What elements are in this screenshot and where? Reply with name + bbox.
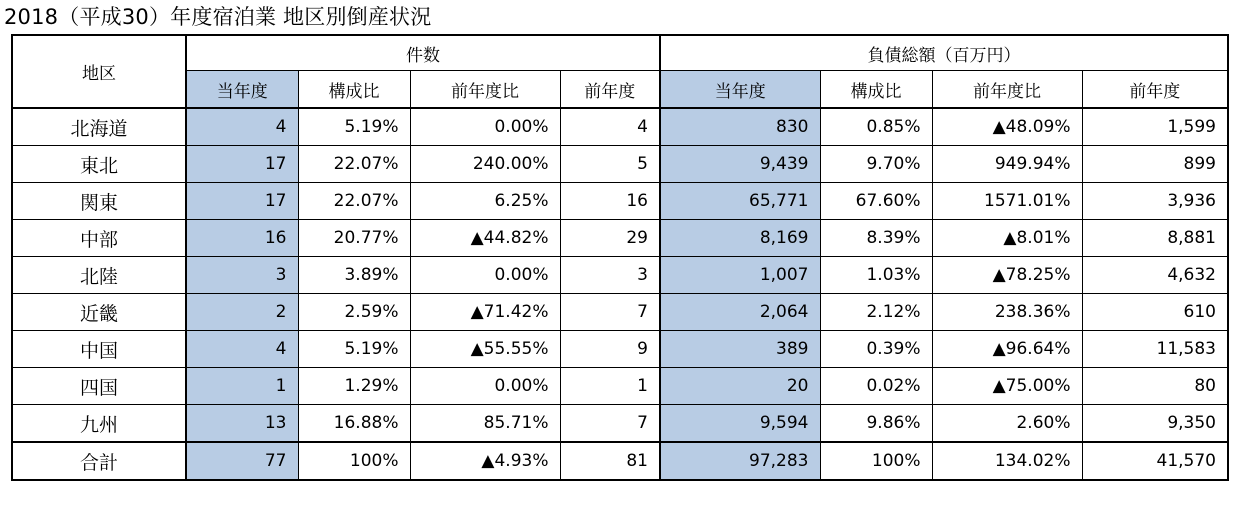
debt-composition-cell: 2.12% (820, 294, 932, 331)
debt-composition-cell: 9.86% (820, 405, 932, 443)
region-cell: 東北 (12, 146, 186, 183)
count-previous-year-cell: 9 (560, 331, 660, 368)
region-cell: 関東 (12, 183, 186, 220)
debt-yoy-cell: ▲48.09% (932, 108, 1082, 146)
count-yoy-cell: 0.00% (410, 257, 560, 294)
count-current-year-cell: 3 (186, 257, 298, 294)
debt-previous-year-cell: 610 (1082, 294, 1228, 331)
count-composition-cell: 22.07% (298, 183, 410, 220)
count-yoy-cell: 240.00% (410, 146, 560, 183)
count-group-header: 件数 (186, 35, 660, 71)
page-title: 2018（平成30）年度宿泊業 地区別倒産状況 (4, 5, 432, 29)
debt-group-header: 負債総額（百万円） (660, 35, 1228, 71)
region-cell: 近畿 (12, 294, 186, 331)
debt-yoy-cell: ▲8.01% (932, 220, 1082, 257)
table-row (12, 405, 1228, 443)
debt-composition-cell: 8.39% (820, 220, 932, 257)
count-composition-header: 構成比 (298, 71, 410, 109)
count-previous-year-cell: 16 (560, 183, 660, 220)
count-current-year-cell: 4 (186, 331, 298, 368)
count-composition-cell: 2.59% (298, 294, 410, 331)
debt-yoy-cell: ▲78.25% (932, 257, 1082, 294)
count-previous-year-cell: 7 (560, 294, 660, 331)
debt-current-year-cell: 830 (660, 108, 820, 146)
debt-current-year-cell: 389 (660, 331, 820, 368)
count-current-year-cell: 77 (186, 442, 298, 480)
count-current-year-cell: 16 (186, 220, 298, 257)
count-composition-cell: 16.88% (298, 405, 410, 443)
count-current-year-cell: 17 (186, 183, 298, 220)
debt-yoy-cell: 134.02% (932, 442, 1082, 480)
debt-composition-cell: 0.39% (820, 331, 932, 368)
table-row (12, 183, 1228, 220)
table-row (12, 331, 1228, 368)
debt-current-year-cell: 8,169 (660, 220, 820, 257)
count-composition-cell: 5.19% (298, 331, 410, 368)
total-row (12, 442, 1228, 480)
count-current-year-cell: 17 (186, 146, 298, 183)
debt-composition-cell: 67.60% (820, 183, 932, 220)
count-current-year-header: 当年度 (186, 71, 298, 109)
table-row (12, 220, 1228, 257)
table-row (12, 257, 1228, 294)
region-cell: 北陸 (12, 257, 186, 294)
count-yoy-cell: ▲44.82% (410, 220, 560, 257)
count-composition-cell: 100% (298, 442, 410, 480)
debt-current-year-cell: 9,594 (660, 405, 820, 443)
debt-current-year-cell: 65,771 (660, 183, 820, 220)
region-cell: 北海道 (12, 108, 186, 146)
region-cell: 九州 (12, 405, 186, 443)
count-current-year-cell: 13 (186, 405, 298, 443)
table-body (12, 108, 1228, 480)
debt-previous-year-header: 前年度 (1082, 71, 1228, 109)
table-row (12, 368, 1228, 405)
debt-previous-year-cell: 11,583 (1082, 331, 1228, 368)
count-composition-cell: 1.29% (298, 368, 410, 405)
debt-previous-year-cell: 899 (1082, 146, 1228, 183)
count-current-year-cell: 4 (186, 108, 298, 146)
debt-previous-year-cell: 4,632 (1082, 257, 1228, 294)
count-composition-cell: 5.19% (298, 108, 410, 146)
debt-current-year-cell: 97,283 (660, 442, 820, 480)
count-current-year-cell: 2 (186, 294, 298, 331)
debt-previous-year-cell: 3,936 (1082, 183, 1228, 220)
count-current-year-cell: 1 (186, 368, 298, 405)
count-yoy-header: 前年度比 (410, 71, 560, 109)
count-yoy-cell: 0.00% (410, 108, 560, 146)
debt-current-year-cell: 20 (660, 368, 820, 405)
count-composition-cell: 3.89% (298, 257, 410, 294)
count-composition-cell: 20.77% (298, 220, 410, 257)
region-cell: 四国 (12, 368, 186, 405)
count-previous-year-cell: 29 (560, 220, 660, 257)
debt-previous-year-cell: 8,881 (1082, 220, 1228, 257)
count-previous-year-cell: 1 (560, 368, 660, 405)
debt-current-year-cell: 9,439 (660, 146, 820, 183)
count-yoy-cell: 85.71% (410, 405, 560, 443)
count-previous-year-cell: 7 (560, 405, 660, 443)
table-row (12, 294, 1228, 331)
debt-composition-header: 構成比 (820, 71, 932, 109)
count-yoy-cell: 6.25% (410, 183, 560, 220)
count-previous-year-cell: 81 (560, 442, 660, 480)
debt-previous-year-cell: 9,350 (1082, 405, 1228, 443)
count-composition-cell: 22.07% (298, 146, 410, 183)
count-yoy-cell: ▲4.93% (410, 442, 560, 480)
count-previous-year-cell: 3 (560, 257, 660, 294)
debt-composition-cell: 0.02% (820, 368, 932, 405)
table-row (12, 108, 1228, 146)
count-yoy-cell: 0.00% (410, 368, 560, 405)
count-previous-year-header: 前年度 (560, 71, 660, 109)
debt-previous-year-cell: 80 (1082, 368, 1228, 405)
debt-yoy-header: 前年度比 (932, 71, 1082, 109)
debt-yoy-cell: 949.94% (932, 146, 1082, 183)
debt-composition-cell: 9.70% (820, 146, 932, 183)
count-yoy-cell: ▲55.55% (410, 331, 560, 368)
debt-yoy-cell: 2.60% (932, 405, 1082, 443)
debt-yoy-cell: 1571.01% (932, 183, 1082, 220)
debt-current-year-cell: 1,007 (660, 257, 820, 294)
table-row (12, 146, 1228, 183)
region-cell: 合計 (12, 442, 186, 480)
debt-composition-cell: 0.85% (820, 108, 932, 146)
count-yoy-cell: ▲71.42% (410, 294, 560, 331)
debt-previous-year-cell: 41,570 (1082, 442, 1228, 480)
bankruptcy-table (11, 34, 1229, 481)
debt-previous-year-cell: 1,599 (1082, 108, 1228, 146)
debt-current-year-cell: 2,064 (660, 294, 820, 331)
region-header: 地区 (12, 35, 186, 108)
region-cell: 中国 (12, 331, 186, 368)
debt-yoy-cell: ▲75.00% (932, 368, 1082, 405)
region-cell: 中部 (12, 220, 186, 257)
debt-yoy-cell: 238.36% (932, 294, 1082, 331)
count-previous-year-cell: 4 (560, 108, 660, 146)
debt-composition-cell: 1.03% (820, 257, 932, 294)
count-previous-year-cell: 5 (560, 146, 660, 183)
debt-composition-cell: 100% (820, 442, 932, 480)
debt-yoy-cell: ▲96.64% (932, 331, 1082, 368)
debt-current-year-header: 当年度 (660, 71, 820, 109)
